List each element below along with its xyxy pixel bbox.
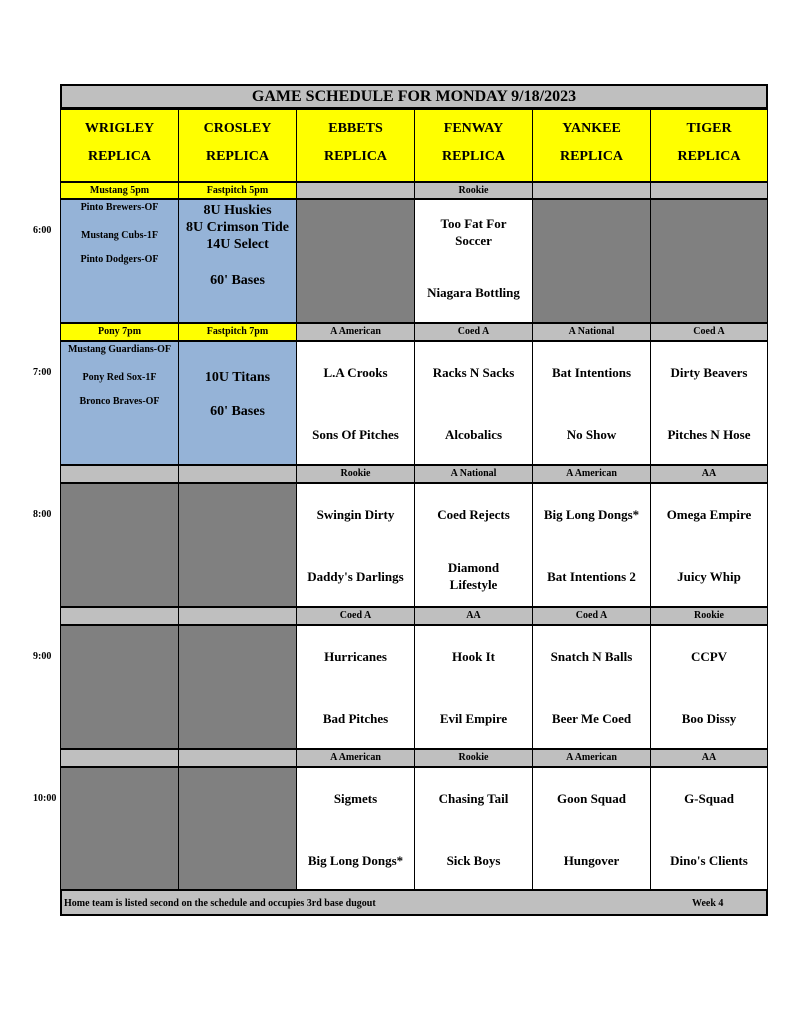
game-cell-fenway-8 [414, 483, 533, 607]
division-label: A American [296, 323, 415, 341]
game-cell-tiger-10 [650, 767, 768, 890]
team-line: 8U Crimson Tide [186, 220, 289, 235]
game-cell-ebbets-7 [296, 341, 415, 465]
team-line: Bronco Braves-OF [79, 396, 160, 407]
team-line: Mustang Guardians-OF [67, 344, 172, 355]
division-label: Coed A [650, 323, 768, 341]
division-label: AA [414, 607, 533, 625]
game-cell-tiger-7 [650, 341, 768, 465]
team-line: 8U Huskies [203, 203, 272, 218]
division-label: AA [650, 749, 768, 767]
division-label [178, 749, 297, 767]
page-title: GAME SCHEDULE FOR MONDAY 9/18/2023 [60, 84, 768, 109]
field-header-yankee [532, 109, 651, 182]
home-team: Big Long Dongs* [543, 507, 640, 522]
home-team: Bat Intentions [551, 365, 632, 380]
game-cell-crosley-10 [178, 767, 297, 890]
field-header-wrigley [60, 109, 179, 182]
home-team: Dirty Beavers [670, 365, 748, 380]
away-team: Dino's Clients [670, 853, 748, 868]
game-cell-fenway-9 [414, 625, 533, 749]
footer-note: Home team is listed second on the schedule and occupies 3rd base dugout [64, 898, 376, 909]
field-sub: REPLICA [87, 149, 151, 164]
away-team: Juicy Whip [677, 569, 741, 584]
team-line: 14U Select [206, 237, 269, 252]
away-team: Big Long Dongs* [307, 853, 404, 868]
home-team: CCPV [690, 649, 728, 664]
field-name: TIGER [686, 121, 732, 136]
team-line: Mustang Cubs-1F [81, 230, 158, 241]
field-header-crosley [178, 109, 297, 182]
game-cell-fenway-7 [414, 341, 533, 465]
team-line: Pinto Brewers-OF [80, 202, 159, 213]
home-team: Hook It [452, 649, 495, 664]
time-label: 6:00 [33, 225, 52, 236]
division-label [60, 749, 179, 767]
division-label [60, 607, 179, 625]
field-header-ebbets [296, 109, 415, 182]
field-header-fenway [414, 109, 533, 182]
division-label: Coed A [414, 323, 533, 341]
division-label: Rookie [296, 465, 415, 483]
game-cell-crosley-6 [178, 199, 297, 323]
away-team: Bad Pitches [322, 711, 389, 726]
away-team: Niagara Bottling [427, 285, 520, 300]
division-label [178, 465, 297, 483]
away-team: Alcobalics [444, 427, 503, 442]
division-label: Pony 7pm [60, 323, 179, 341]
division-label: Rookie [414, 749, 533, 767]
game-cell-wrigley-7 [60, 341, 179, 465]
away-team: Sons Of Pitches [312, 427, 399, 442]
division-label: AA [650, 465, 768, 483]
field-name: WRIGLEY [84, 121, 155, 136]
team-line: 60' Bases [210, 404, 265, 419]
time-label: 10:00 [33, 793, 57, 804]
game-cell-fenway-6 [414, 199, 533, 323]
away-team: Bat Intentions 2 [547, 569, 636, 584]
field-sub: REPLICA [677, 149, 741, 164]
away-team: Sick Boys [446, 853, 501, 868]
game-cell-wrigley-10 [60, 767, 179, 890]
game-cell-tiger-9 [650, 625, 768, 749]
division-label: Coed A [532, 607, 651, 625]
division-label [296, 182, 415, 199]
field-sub: REPLICA [441, 149, 505, 164]
time-label: 9:00 [33, 651, 52, 662]
team-line: 60' Bases [210, 273, 265, 288]
division-label: A American [296, 749, 415, 767]
game-cell-yankee-9 [532, 625, 651, 749]
field-sub: REPLICA [559, 149, 623, 164]
away-team: No Show [566, 427, 617, 442]
division-label: Rookie [414, 182, 533, 199]
field-name: FENWAY [443, 121, 504, 136]
game-cell-tiger-8 [650, 483, 768, 607]
game-cell-yankee-6 [532, 199, 651, 323]
division-label: A National [532, 323, 651, 341]
home-team: Racks N Sacks [432, 365, 515, 380]
home-team: Hurricanes [324, 649, 387, 664]
game-cell-wrigley-9 [60, 625, 179, 749]
game-cell-tiger-6 [650, 199, 768, 323]
home-team: Goon Squad [556, 791, 626, 806]
division-label: Rookie [650, 607, 768, 625]
home-team: Sigmets [333, 791, 378, 806]
team-line: Pinto Dodgers-OF [80, 254, 159, 265]
team-line: 10U Titans [204, 370, 271, 385]
home-team: Too Fat For Soccer [440, 216, 507, 248]
division-label [60, 465, 179, 483]
division-label: A National [414, 465, 533, 483]
week-label: Week 4 [692, 898, 724, 909]
game-cell-ebbets-8 [296, 483, 415, 607]
division-label: Coed A [296, 607, 415, 625]
away-team: Boo Dissy [681, 711, 737, 726]
away-team: Beer Me Coed [551, 711, 632, 726]
team-line: Pony Red Sox-1F [82, 372, 157, 383]
home-team: Omega Empire [666, 507, 752, 522]
home-team: L.A Crooks [323, 365, 388, 380]
home-team: Coed Rejects [437, 507, 510, 522]
home-team: Chasing Tail [438, 791, 509, 806]
away-team: Daddy's Darlings [307, 569, 404, 584]
field-name: YANKEE [562, 121, 621, 136]
game-cell-wrigley-8 [60, 483, 179, 607]
field-sub: REPLICA [205, 149, 269, 164]
division-label: A American [532, 749, 651, 767]
footer-bar [60, 889, 768, 916]
field-name: EBBETS [328, 121, 383, 136]
game-cell-ebbets-9 [296, 625, 415, 749]
division-label: Fastpitch 7pm [178, 323, 297, 341]
game-cell-yankee-7 [532, 341, 651, 465]
game-cell-crosley-8 [178, 483, 297, 607]
field-sub: REPLICA [323, 149, 387, 164]
division-label [178, 607, 297, 625]
division-label: Fastpitch 5pm [178, 182, 297, 199]
time-label: 8:00 [33, 509, 52, 520]
time-label: 7:00 [33, 367, 52, 378]
game-cell-fenway-10 [414, 767, 533, 890]
away-team: Hungover [563, 853, 620, 868]
home-team: G-Squad [684, 791, 734, 806]
game-cell-yankee-10 [532, 767, 651, 890]
home-team: Snatch N Balls [550, 649, 633, 664]
game-cell-yankee-8 [532, 483, 651, 607]
field-header-tiger [650, 109, 768, 182]
game-cell-ebbets-6 [296, 199, 415, 323]
away-team: Pitches N Hose [667, 427, 751, 442]
away-team: Evil Empire [439, 711, 508, 726]
division-label: Mustang 5pm [60, 182, 179, 199]
field-name: CROSLEY [203, 121, 272, 136]
away-team: Diamond Lifestyle [447, 560, 500, 592]
division-label: A American [532, 465, 651, 483]
division-label [650, 182, 768, 199]
home-team: Swingin Dirty [316, 507, 395, 522]
game-cell-wrigley-6 [60, 199, 179, 323]
game-cell-crosley-7 [178, 341, 297, 465]
division-label [532, 182, 651, 199]
game-cell-crosley-9 [178, 625, 297, 749]
game-cell-ebbets-10 [296, 767, 415, 890]
